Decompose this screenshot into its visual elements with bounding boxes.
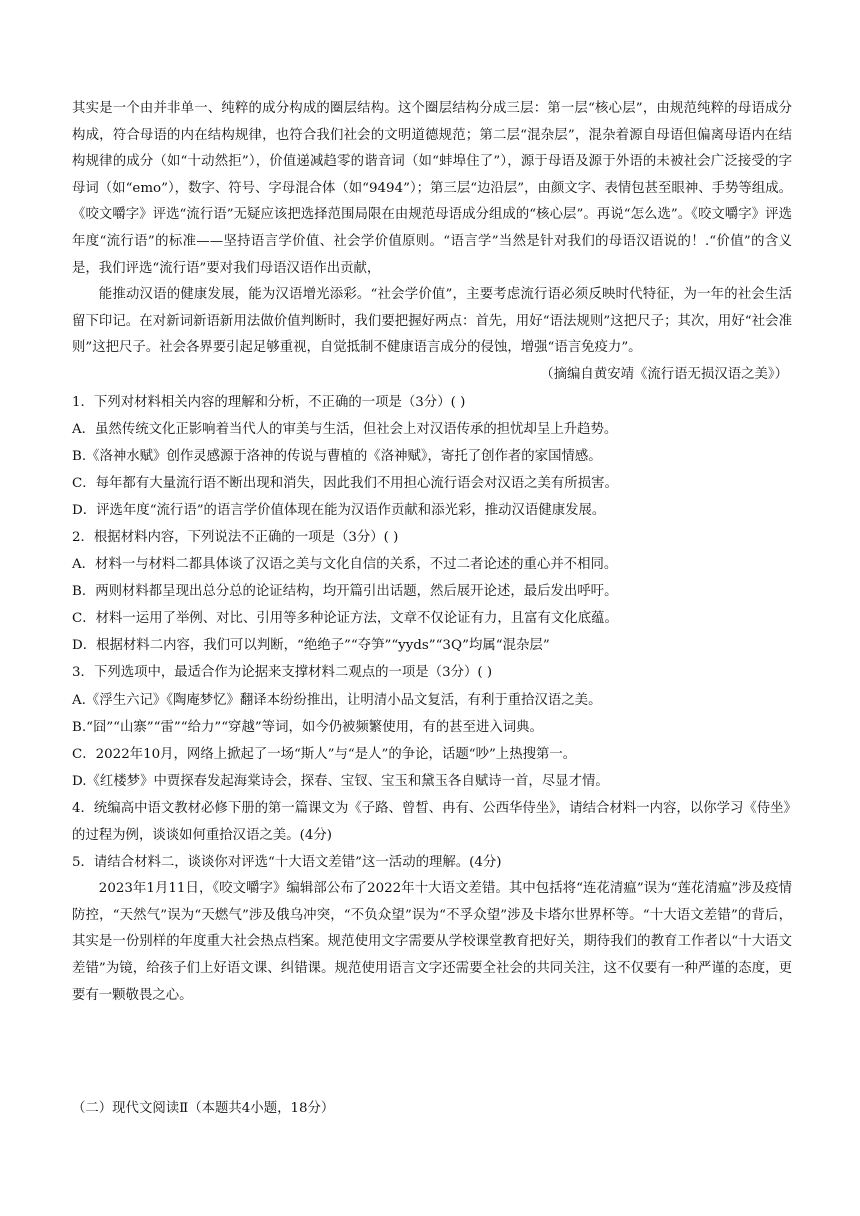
option-b: B.《洛神水赋》创作灵感源于洛神的传说与曹植的《洛神赋》，寄托了创作者的家国情感。 (72, 448, 602, 464)
option-d: D．根据材料二内容，我们可以判断，“绝绝子”“夺笋”“yyds”“3Q”均属“混杂层” (72, 638, 550, 654)
passage-source: （摘编自黄安靖《流行语无损汉语之美》） (540, 366, 788, 382)
option-c: C．每年都有大量流行语不断出现和消失，因此我们不用担心流行语会对汉语之美有所损害。 (72, 475, 618, 491)
option-b: B.“囧”“山寨”“雷”“给力”“穿越”等词，如今仍被频繁使用，有的甚至进入词典。 (72, 719, 543, 735)
question-stem: 5．请结合材料二，谈谈你对评选“十大语文差错”这一活动的理解。(4分) (72, 855, 502, 871)
question-4 (72, 795, 792, 849)
exam-page (72, 96, 792, 1009)
option-a: A．虽然传统文化正影响着当代人的审美与生活，但社会上对汉语传承的担忧却呈上升趋势。 (72, 421, 618, 437)
question-stem: 2．根据材料内容，下列说法不正确的一项是（3分）( ) (72, 530, 399, 545)
option-d: D．评选年度“流行语”的语言学价值体现在能为汉语作贡献和添光彩，推动汉语健康发展。 (72, 502, 606, 518)
option-a: A.《浮生六记》《陶庵梦忆》翻译本纷纷推出，让明清小品文复活，有利于重拾汉语之美。 (72, 692, 602, 708)
option-c: C．2022年10月，网络上掀起了一场“斯人”与“是人”的争论，话题“吵”上热搜第一。 (72, 746, 577, 762)
question-3 (72, 659, 792, 794)
option-d: D.《红楼梦》中贾探春发起海棠诗会，探春、宝钗、宝玉和黛玉各自赋诗一首，尽显才情。 (72, 773, 609, 789)
question-2 (72, 524, 792, 659)
question-5 (72, 849, 792, 876)
passage-paragraph-1: 其实是一个由并非单一、纯粹的成分构成的圈层结构。这个圈层结构分成三层：第一层“核心层”，由规范纯粹的母语成分构成，符合母语的内在结构规律，也符合我们社会的文明道德规范；第二层“混杂层”，混杂着源自母语但偏离母语内在结构规律的成分（如“十动然拒”），价值递减趋零的谐音词（如“蚌埠住了”），源于母语及源于外语的未被社会广泛接受的字母词（如“emo”），数字、符号、字母混合体（如“9494”）；第三层“边沿层”，由颜文字、表情包甚至眼神、手势等组成。《咬文嚼字》评选“流行语”无疑应该把选择范围局限在由规范母语成分组成的“核心层”。再说“怎么选”。《咬文嚼字》评选年度“流行语”的标准——坚持语言学价值、社会学价值原则。“语言学”当然是针对我们的母语汉语说的！.“价值”的含义是，我们评选“流行语”要对我们母语汉语作出贡献， (72, 101, 792, 276)
closing-paragraph: 2023年1月11日，《咬文嚼字》编辑部公布了2022年十大语文差错。其中包括将“连花清瘟”误为“莲花清瘟”涉及疫情防控，“天然气”误为“天燃气”涉及俄乌冲突，“不负众望”误为“不孚众望”涉及卡塔尔世界杯等。“十大语文差错”的背后，其实是一份别样的年度重大社会热点档案。规范使用文字需要从学校课堂教育把好关，期待我们的教育工作者以“十大语文差错”为镜，给孩子们上好语文课、纠错课。规范使用语言文字还需要全社会的共同关注，这不仅要有一种严谨的态度，更要有一颗敬畏之心。 (72, 881, 792, 1003)
question-stem: 4．统编高中语文教材必修下册的第一篇课文为《子路、曾晳、冉有、公西华侍坐》，请结合材料一内容，以你学习《侍坐》的过程为例，谈谈如何重拾汉语之美。(4分) (72, 800, 791, 844)
passage-paragraph-2: 能推动汉语的健康发展，能为汉语增光添彩。“社会学价值”，主要考虑流行语必须反映时代特征，为一年的社会生活留下印记。在对新词新语新用法做价值判断时，我们要把握好两点：首先，用好“语法规则”这把尺子；其次，用好“社会准则”这把尺子。社会各界要引起足够重视，自觉抵制不健康语言成分的侵蚀，增强“语言免疫力”。 (72, 287, 792, 356)
question-1 (72, 389, 792, 524)
option-b: B．两则材料都呈现出总分总的论证结构，均开篇引出话题，然后展开论述，最后发出呼吁。 (72, 584, 618, 600)
question-stem: 1．下列对材料相关内容的理解和分析，不正确的一项是（3分）( ) (72, 394, 466, 410)
option-c: C．材料一运用了举例、对比、引用等多种论证方法，文章不仅论证有力，且富有文化底蕴。 (72, 611, 618, 627)
question-stem: 3．下列选项中，最适合作为论据来支撑材料二观点的一项是（3分）( ) (72, 665, 493, 681)
option-a: A．材料一与材料二都具体谈了汉语之美与文化自信的关系，不过二者论述的重心并不相同。 (72, 557, 618, 573)
section-heading: （二）现代文阅读Ⅱ（本题共4小题，18分） (72, 1101, 335, 1116)
